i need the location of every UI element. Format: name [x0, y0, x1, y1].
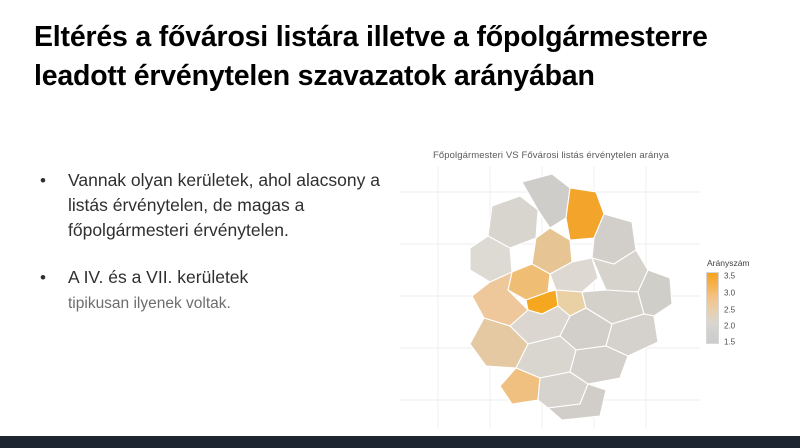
bottom-bar [0, 436, 800, 448]
list-item [34, 168, 386, 243]
legend-tick: 3.0 [724, 288, 736, 298]
legend-tick: 1.5 [724, 337, 736, 347]
bullet-marker: • [40, 267, 46, 287]
list-item-subtext: tipikusan ilyenek voltak. [68, 295, 231, 313]
chart-container [396, 140, 800, 434]
district-shapes [470, 174, 672, 420]
legend-tick: 2.5 [724, 305, 736, 315]
legend-tick: 2.0 [724, 321, 736, 331]
list-item [34, 265, 386, 316]
legend-colorbar [706, 272, 719, 344]
chart-title: Főpolgármesteri VS Fővárosi listás érvénytelen aránya [432, 150, 670, 161]
bullet-list [34, 168, 386, 337]
chart-legend [706, 258, 792, 347]
page-title: Eltérés a fővárosi listára illetve a főpolgármesterre leadott érvénytelen szavazatok arányában [34, 21, 708, 92]
legend-tick: 3.5 [724, 271, 736, 281]
legend-ticks [724, 271, 764, 347]
choropleth-map [400, 166, 700, 428]
legend-title: Arányszám [707, 258, 750, 268]
list-item-text: Vannak olyan kerületek, ahol alacsony a listás érvénytelen, de magas a főpolgármesteri érvénytelen. [68, 170, 380, 240]
list-item-text: A IV. és a VII. kerületek [68, 266, 249, 287]
bullet-marker: • [40, 171, 46, 190]
